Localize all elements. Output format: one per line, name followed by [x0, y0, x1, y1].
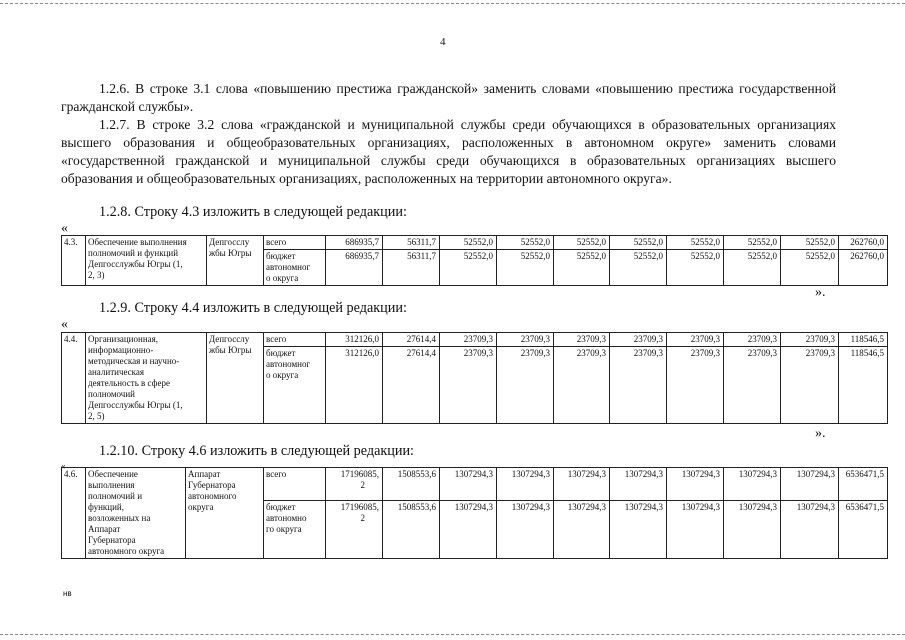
name-line: Обеспечение: [88, 469, 138, 479]
cell-value: 312126,0: [326, 347, 383, 424]
cell-value: 1307294,3: [554, 468, 610, 501]
cell-name: [86, 333, 207, 424]
executor-line: Депгосслу: [209, 237, 250, 247]
name-line: 2, 5): [88, 411, 105, 421]
cell-value: 262760,0: [839, 236, 888, 250]
cell-executor: [186, 468, 264, 559]
cell-value: 23709,3: [667, 333, 724, 347]
source-line: бюджет: [266, 251, 296, 261]
cell-row-number: 4.6.: [62, 468, 86, 559]
cell-row-number: 4.3.: [62, 236, 86, 286]
scan-edge-top: [0, 3, 905, 4]
quote-close-4-3: ».: [815, 285, 826, 300]
page-number: 4: [440, 36, 446, 48]
quote-open-4-4: «: [61, 317, 68, 332]
name-line: деятельность в сфере: [88, 378, 170, 388]
cell-value: 1307294,3: [724, 468, 781, 501]
cell-source: [264, 347, 326, 424]
executor-line: Аппарат: [188, 469, 221, 479]
cell-value: 52552,0: [610, 236, 667, 250]
cell-value: 56311,7: [383, 250, 440, 286]
source-line: бюджет: [266, 502, 296, 513]
footer-mark: нв: [63, 589, 72, 598]
source-line: автономно: [266, 513, 307, 524]
quote-close-4-4: ».: [815, 426, 826, 441]
name-line: функций,: [88, 502, 124, 512]
source-line: го округа: [266, 524, 302, 535]
name-line: Депгосслужбы Югры (1,: [88, 400, 183, 410]
name-line: Организационная,: [88, 334, 159, 344]
cell-value: 1307294,3: [440, 468, 497, 501]
cell-value: 312126,0: [326, 333, 383, 347]
cell-source: всего: [264, 468, 326, 501]
cell-value: 52552,0: [554, 250, 610, 286]
cell-value: 23709,3: [667, 347, 724, 424]
value-line: 2: [360, 480, 365, 490]
cell-value: [326, 468, 383, 501]
name-line: выполнения: [88, 480, 135, 490]
cell-value: 52552,0: [667, 236, 724, 250]
cell-value: 52552,0: [724, 250, 781, 286]
cell-value: 27614,4: [383, 333, 440, 347]
cell-value: 23709,3: [497, 333, 554, 347]
cell-value: 118546,5: [839, 347, 888, 424]
table-row: [62, 468, 888, 501]
cell-value: 1307294,3: [554, 501, 610, 559]
cell-value: 686935,7: [326, 250, 383, 286]
table-row-4-6: [61, 467, 888, 559]
cell-value: 1508553,6: [383, 501, 440, 559]
cell-value: 1307294,3: [667, 468, 724, 501]
cell-value: 52552,0: [497, 236, 554, 250]
heading-1-2-10: 1.2.10. Строку 4.6 изложить в следующей редакции:: [99, 443, 414, 459]
cell-row-number: 4.4.: [62, 333, 86, 424]
name-line: Губернатора: [88, 535, 136, 545]
table-row: [62, 236, 888, 250]
executor-line: жбы Югры: [209, 248, 252, 258]
cell-value: 1307294,3: [781, 501, 839, 559]
cell-value: 56311,7: [383, 236, 440, 250]
cell-value: 1307294,3: [724, 501, 781, 559]
cell-value: 1307294,3: [440, 501, 497, 559]
name-line: методическая и научно-: [88, 356, 180, 366]
cell-value: 1508553,6: [383, 468, 440, 501]
heading-1-2-8: 1.2.8. Строку 4.3 изложить в следующей редакции:: [99, 204, 407, 220]
cell-source: [264, 501, 326, 559]
cell-value: 23709,3: [610, 347, 667, 424]
cell-value: 23709,3: [781, 333, 839, 347]
cell-value: 52552,0: [724, 236, 781, 250]
name-line: аналитическая: [88, 367, 145, 377]
cell-value: 52552,0: [440, 236, 497, 250]
cell-source: всего: [264, 333, 326, 347]
name-line: полномочий: [88, 389, 135, 399]
cell-value: 23709,3: [497, 347, 554, 424]
cell-value: 6536471,5: [839, 468, 888, 501]
source-line: о округа: [266, 370, 299, 380]
name-line: возложенных на: [88, 513, 151, 523]
cell-value: 23709,3: [554, 333, 610, 347]
executor-line: автономного: [188, 491, 237, 501]
executor-line: Губернатора: [188, 480, 236, 490]
table-row-4-4: [61, 332, 888, 424]
cell-value: 52552,0: [667, 250, 724, 286]
quote-open-4-3: «: [61, 221, 68, 236]
cell-value: 1307294,3: [610, 501, 667, 559]
value-line: 17196085,: [340, 469, 379, 479]
cell-source: [264, 250, 326, 286]
cell-value: 1307294,3: [497, 468, 554, 501]
cell-name: [86, 468, 186, 559]
cell-value: 52552,0: [497, 250, 554, 286]
quote-open-4-6: «: [61, 461, 66, 471]
name-line: полномочий и функций: [88, 248, 179, 258]
cell-value: 52552,0: [440, 250, 497, 286]
cell-value: 52552,0: [781, 250, 839, 286]
name-line: Обеспечение выполнения: [88, 237, 187, 247]
paragraph-1-2-7: 1.2.7. В строке 3.2 слова «гражданской и муниципальной службы среди обучающихся в образовательных организациях высшего образования и общеобразовательных организациях, расположенных в автономном округе» заменить словами «государственной гражданской и муниципальной службы среди обучающихся в образовательных организациях высшего образования и общеобразовательных организациях, расположенных на территории автономного округа».: [61, 117, 836, 186]
cell-value: [326, 501, 383, 559]
cell-value: 23709,3: [610, 333, 667, 347]
executor-line: жбы Югры: [209, 345, 252, 355]
source-line: о округа: [266, 273, 299, 283]
cell-value: 1307294,3: [667, 501, 724, 559]
cell-value: 118546,5: [839, 333, 888, 347]
name-line: автономного округа: [88, 546, 165, 556]
cell-value: 23709,3: [724, 347, 781, 424]
cell-value: 1307294,3: [610, 468, 667, 501]
cell-value: 27614,4: [383, 347, 440, 424]
cell-value: 23709,3: [724, 333, 781, 347]
scan-edge-bottom: [0, 634, 905, 635]
cell-value: 686935,7: [326, 236, 383, 250]
cell-value: 52552,0: [610, 250, 667, 286]
cell-value: 23709,3: [440, 333, 497, 347]
heading-1-2-9: 1.2.9. Строку 4.4 изложить в следующей редакции:: [99, 300, 407, 316]
executor-line: Депгосслу: [209, 334, 250, 344]
cell-value: 1307294,3: [781, 468, 839, 501]
value-line: 17196085,: [340, 502, 379, 513]
source-line: автономног: [266, 359, 311, 369]
cell-value: 52552,0: [554, 236, 610, 250]
cell-name: [86, 236, 207, 286]
name-line: полномочий и: [88, 491, 143, 501]
cell-source: всего: [264, 236, 326, 250]
cell-value: 23709,3: [781, 347, 839, 424]
source-line: бюджет: [266, 348, 296, 358]
table-row: [62, 333, 888, 347]
value-line: 2: [360, 513, 365, 524]
cell-value: 23709,3: [440, 347, 497, 424]
cell-value: 6536471,5: [839, 501, 888, 559]
cell-executor: [207, 333, 264, 424]
name-line: Депгосслужбы Югры (1,: [88, 259, 183, 269]
cell-value: 262760,0: [839, 250, 888, 286]
name-line: информационно-: [88, 345, 154, 355]
cell-value: 1307294,3: [497, 501, 554, 559]
cell-value: 23709,3: [554, 347, 610, 424]
name-line: 2, 3): [88, 270, 105, 280]
cell-value: 52552,0: [781, 236, 839, 250]
source-line: автономног: [266, 262, 311, 272]
executor-line: округа: [188, 502, 214, 512]
paragraph-1-2-6: 1.2.6. В строке 3.1 слова «повышению престижа гражданской» заменить словами «повышению престижа государственной гражданской службы».: [61, 81, 836, 114]
cell-executor: [207, 236, 264, 286]
table-row-4-3: [61, 235, 888, 286]
name-line: Аппарат: [88, 524, 121, 534]
